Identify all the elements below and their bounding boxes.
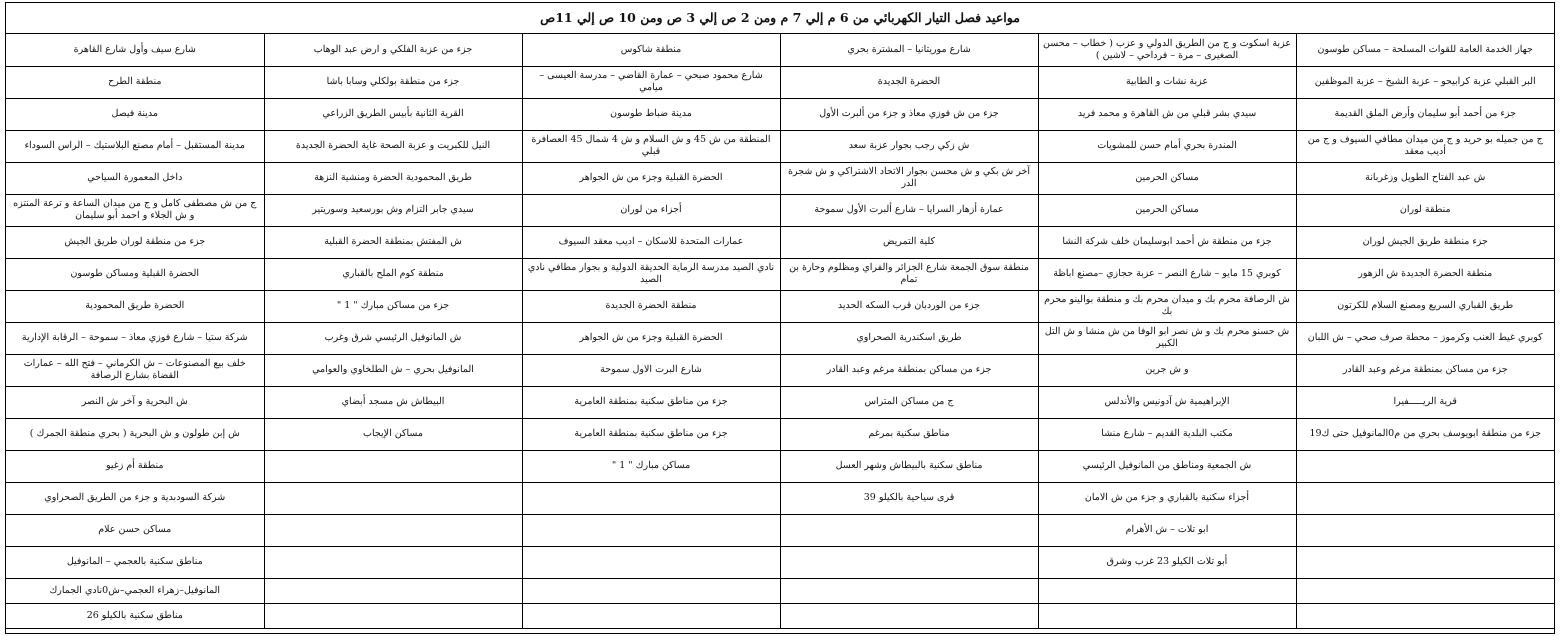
table-cell: جزء من مساكن بمنطقة مرغم وعبد القادر [1296, 354, 1554, 386]
table-cell: عزبة نشات و الطابية [1038, 66, 1296, 98]
table-cell [264, 514, 522, 546]
table-cell: أجزاء من لوران [522, 194, 780, 226]
table-cell: ج من جميله بو حريد و ج من ميدان مطافي السيوف و ج من أديب معقد [1296, 130, 1554, 162]
table-cell: النيل للكبريت و عزبة الصحة غاية الحضرة الجديدة [264, 130, 522, 162]
outage-schedule-sheet [5, 2, 1555, 634]
table-cell [1296, 514, 1554, 546]
table-cell: ش عبد الفتاح الطويل وزغربانة [1296, 162, 1554, 194]
table-cell: منطقة الحضرة الجديدة ش الزهور [1296, 258, 1554, 290]
table-row [6, 162, 1554, 194]
table-cell: جزء من ش فوزي معاذ و جزء من ألبرت الأول [780, 98, 1038, 130]
table-cell [780, 514, 1038, 546]
table-cell [522, 578, 780, 603]
table-cell [522, 546, 780, 578]
table-cell: جزء من منطقة بولكلي وسابا باشا [264, 66, 522, 98]
table-cell: مساكن الحرمين [1038, 162, 1296, 194]
table-cell: مناطق سكنية بالبيطاش وشهر العسل [780, 450, 1038, 482]
table-cell: ش البحرية و آخر ش النصر [6, 386, 264, 418]
table-row [6, 354, 1554, 386]
table-row [6, 34, 1554, 66]
table-cell: الإبراهيمية ش آدونيس والأندلس [1038, 386, 1296, 418]
table-cell: ش إبن طولون و ش البحرية ( بحري منطقة الجمرك ) [6, 418, 264, 450]
table-cell: جزء من عزبة الفلكي و ارض عبد الوهاب [264, 34, 522, 66]
table-cell: جزء من مناطق سكنية بمنطقة العامرية [522, 386, 780, 418]
table-cell: ش المفتش بمنطقة الحضرة القبلية [264, 226, 522, 258]
table-cell [264, 603, 522, 628]
table-cell: جزء منطقة طريق الجيش لوران [1296, 226, 1554, 258]
table-row [6, 450, 1554, 482]
table-cell: ش الجمعية ومناطق من المانوفيل الرئيسي [1038, 450, 1296, 482]
table-cell: جزء من الوردبان قرب السكه الحديد [780, 290, 1038, 322]
table-cell: ش الرصافة محرم بك و ميدان محرم بك و منطقة بوالينو محرم بك [1038, 290, 1296, 322]
table-cell: منطقة سوق الجمعة شارع الجزائر والفراي ومظلوم وحارة بن تمام [780, 258, 1038, 290]
table-row [6, 482, 1554, 514]
table-cell [522, 514, 780, 546]
table-cell: قرى سياحية بالكيلو 39 [780, 482, 1038, 514]
table-cell: البر القبلي عزبة كرابيحو – عزبة الشيخ – عزبة الموظفين [1296, 66, 1554, 98]
table-cell: شركة ستيا – شارع فوزي معاذ – سموحة – الرقابة الإدارية [6, 322, 264, 354]
table-cell: شارع محمود صبحي – عمارة القاضي – مدرسة العيسى – ميامي [522, 66, 780, 98]
table-cell: مساكن مبارك " 1 " [522, 450, 780, 482]
table-cell: مدينة ضباط طوسون [522, 98, 780, 130]
table-cell: منطقة كوم الملح بالقباري [264, 258, 522, 290]
table-cell: داخل المعمورة السياحي [6, 162, 264, 194]
schedule-table [6, 34, 1554, 629]
page-title: مواعيد فصل التيار الكهربائي من 6 م إلي 7 م ومن 2 ص إلي 3 ص ومن 10 ص إلي 11ص [6, 3, 1554, 34]
table-cell [264, 578, 522, 603]
table-row [6, 418, 1554, 450]
table-cell [780, 603, 1038, 628]
table-cell: منطقة الطرح [6, 66, 264, 98]
table-cell [1296, 546, 1554, 578]
table-cell: آخر ش بكي و ش محسن بجوار الاتحاد الاشتراكي و ش شجرة الدر [780, 162, 1038, 194]
table-cell: ش حسنو محرم بك و ش نصر ابو الوفا من ش منشا و ش التل الكبير [1038, 322, 1296, 354]
table-cell: مناطق سكنية بمرغم [780, 418, 1038, 450]
table-cell: جزء من منطقة ابويوسف بحري من م0المانوفيل حتى ك19 [1296, 418, 1554, 450]
table-row [6, 546, 1554, 578]
table-cell: عمارة أزهار السرايا – شارع ألبرت الأول سموحة [780, 194, 1038, 226]
table-row [6, 66, 1554, 98]
table-cell [264, 450, 522, 482]
table-cell [1296, 482, 1554, 514]
table-cell [264, 546, 522, 578]
table-cell: مساكن الإيجاب [264, 418, 522, 450]
table-cell: الحضرة القبلية وجزء من ش الجواهر [522, 162, 780, 194]
table-cell: المانوفيل بحري – ش الطلخاوي والعوامي [264, 354, 522, 386]
table-cell [780, 578, 1038, 603]
table-cell: سيدي جابر التزام وش بورسعيد وسوريتير [264, 194, 522, 226]
table-cell: أبو تلات الكيلو 23 غرب وشرق [1038, 546, 1296, 578]
table-row [6, 322, 1554, 354]
table-cell: أجزاء سكنية بالقباري و جزء من ش الامان [1038, 482, 1296, 514]
table-cell: نادي الصيد مدرسة الرماية الحديقة الدولية و بجوار مطافي نادي الصيد [522, 258, 780, 290]
table-cell: شارع البرت الاول سموحة [522, 354, 780, 386]
table-cell: ش زكي رجب بجوار عزبة سعد [780, 130, 1038, 162]
table-cell: المندرة بحري أمام حسن للمشويات [1038, 130, 1296, 162]
table-cell: كوبري غيط العنب وكرموز – محطة صرف صحي – ش اللبان [1296, 322, 1554, 354]
table-cell: جهاز الخدمة العامة للقوات المسلحة – مساكن طوسون [1296, 34, 1554, 66]
table-cell: ش المانوفيل الرئيسي شرق وغرب [264, 322, 522, 354]
table-cell [522, 603, 780, 628]
table-cell [1296, 603, 1554, 628]
table-cell: القرية الثانية بأبيس الطريق الزراعي [264, 98, 522, 130]
table-cell [1038, 603, 1296, 628]
table-cell [1296, 450, 1554, 482]
table-cell: المنطقة من ش 45 و ش السلام و ش 4 شمال 45 العصافرة قبلي [522, 130, 780, 162]
table-cell: طريق اسكندرية الصحراوي [780, 322, 1038, 354]
table-cell: مساكن حسن علام [6, 514, 264, 546]
table-cell [1296, 578, 1554, 603]
table-cell: منطقة لوران [1296, 194, 1554, 226]
table-cell: الحضرة الجديدة [780, 66, 1038, 98]
table-cell: قرية الريـــــفيرا [1296, 386, 1554, 418]
table-cell: جزء من مساكن بمنطقة مرغم وعبد القادر [780, 354, 1038, 386]
table-cell: مناطق سكنية بالكيلو 26 [6, 603, 264, 628]
table-cell: طريق المحمودية الحضرة ومنشية النزهة [264, 162, 522, 194]
table-cell: عزبة اسكوت و ج من الطريق الدولي و عزب ( خطاب – محسن الصغيرى – مرة – فرداحي – لاشين ) [1038, 34, 1296, 66]
schedule-table-body [6, 34, 1554, 628]
table-cell: ج من ش مصطفى كامل و ج من ميدان الساعة و ترعة المنتزه و ش الجلاء و احمد أبو سليمان [6, 194, 264, 226]
table-cell: البيطاش ش مسجد أبضاي [264, 386, 522, 418]
table-cell: سيدي بشر قبلي من ش القاهرة و محمد فريد [1038, 98, 1296, 130]
table-cell: مناطق سكنية بالعجمي – المانوفيل [6, 546, 264, 578]
table-cell [1038, 578, 1296, 603]
table-cell: الحضرة القبلية ومساكن طوسون [6, 258, 264, 290]
table-row [6, 514, 1554, 546]
table-cell: جزء من مساكن مبارك " 1 " [264, 290, 522, 322]
table-row [6, 194, 1554, 226]
table-cell: كلية التمريض [780, 226, 1038, 258]
table-cell: مدينة المستقبل – أمام مصنع البلاستيك – الراس السوداء [6, 130, 264, 162]
table-cell: عمارات المتحدة للاسكان – اديب معقد السيوف [522, 226, 780, 258]
table-cell: جزء من مناطق سكنية بمنطقة العامرية [522, 418, 780, 450]
table-row [6, 98, 1554, 130]
table-cell: منطقة أم زغيو [6, 450, 264, 482]
table-cell: منطقة شاكوس [522, 34, 780, 66]
table-row [6, 603, 1554, 628]
table-cell: مدينة فيصل [6, 98, 264, 130]
table-cell: ج من مساكن المتراس [780, 386, 1038, 418]
table-row [6, 258, 1554, 290]
table-cell: الحضرة طريق المحمودية [6, 290, 264, 322]
table-cell: المانوفيل–زهراء العجمي–ش0نادي الجمارك [6, 578, 264, 603]
table-cell: كوبري 15 مايو – شارع النصر – عزبة حجازي –مصنع اباظة [1038, 258, 1296, 290]
table-row [6, 578, 1554, 603]
table-cell: مكتب البلدية القديم – شارع منشا [1038, 418, 1296, 450]
table-cell [522, 482, 780, 514]
table-cell: طريق القباري السريع ومصنع السلام للكرتون [1296, 290, 1554, 322]
table-cell: شارع سيف وأول شارع القاهرة [6, 34, 264, 66]
table-row [6, 290, 1554, 322]
table-cell: جزء من منطقة ش أحمد ابوسليمان خلف شركة النشا [1038, 226, 1296, 258]
table-cell: شركة السودبدية و جزء من الطريق الصحراوي [6, 482, 264, 514]
table-row [6, 386, 1554, 418]
table-cell: جزء من أحمد أبو سليمان وأرض الملق القديمة [1296, 98, 1554, 130]
table-cell: شارع موريتانيا – المشترة بحري [780, 34, 1038, 66]
table-cell [264, 482, 522, 514]
table-cell: الحضرة القبلية وجزء من ش الجواهر [522, 322, 780, 354]
table-row [6, 130, 1554, 162]
table-cell: ابو تلات – ش الأهرام [1038, 514, 1296, 546]
table-cell: و ش جرين [1038, 354, 1296, 386]
table-cell: منطقة الحضرة الجديدة [522, 290, 780, 322]
table-row [6, 226, 1554, 258]
table-cell: خلف بيع المصنوعات – ش الكرماني – فتح الله – عمارات القضاة بشارع الرصافة [6, 354, 264, 386]
table-cell: جزء من منطقة لوران طريق الجيش [6, 226, 264, 258]
table-cell [780, 546, 1038, 578]
table-cell: مساكن الحرمين [1038, 194, 1296, 226]
